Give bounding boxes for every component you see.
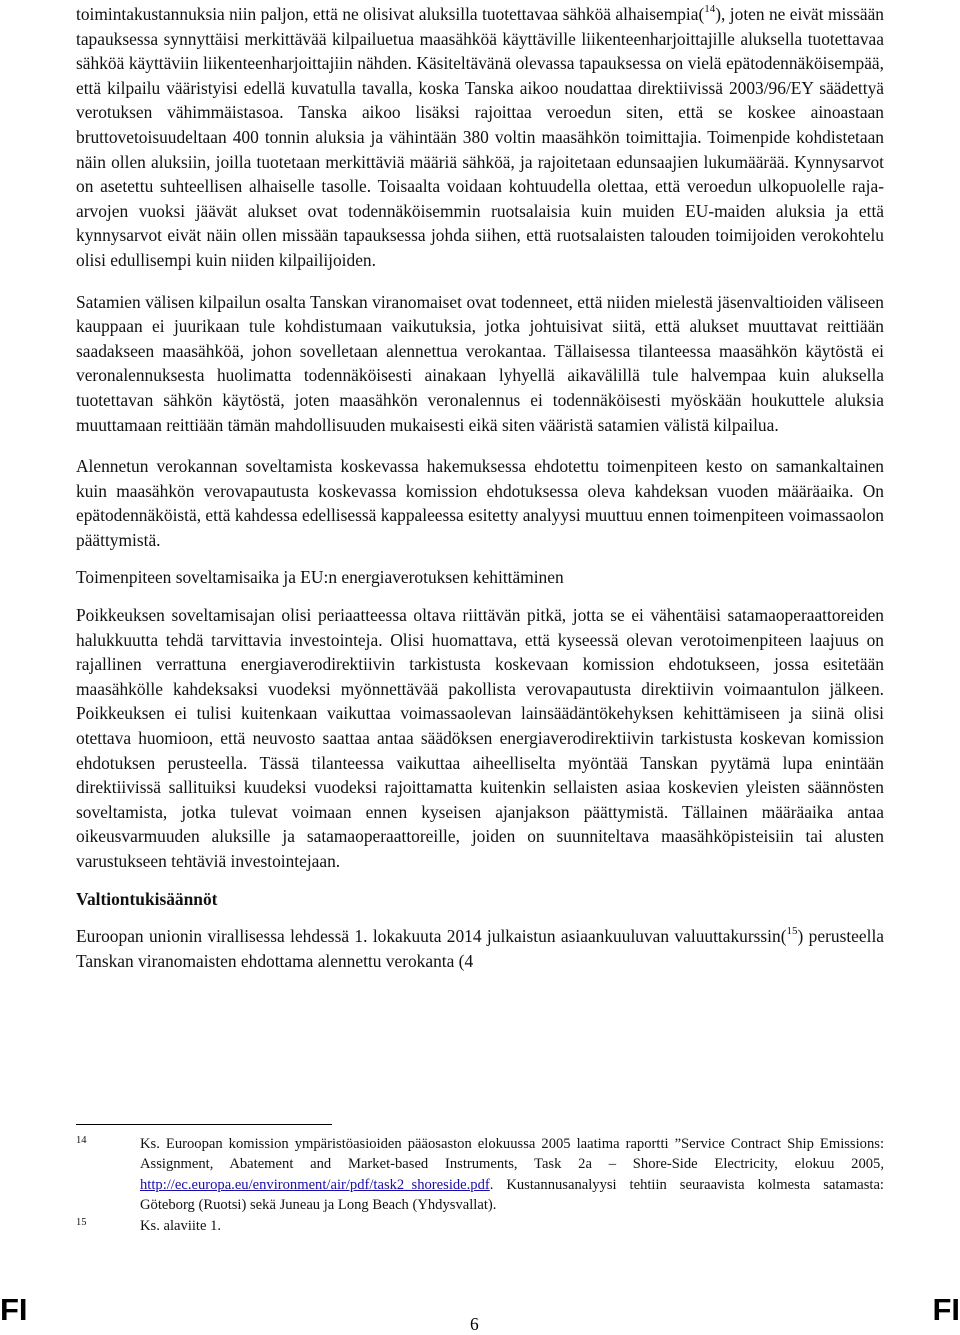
section-heading-application-period: Toimenpiteen soveltamisaika ja EU:n energiaverotuksen kehittäminen: [76, 567, 564, 588]
paragraph-text: Euroopan unionin virallisessa lehdessä 1. lokakuuta 2014 julkaistun asiaankuuluvan valuuttakurssin(: [76, 926, 787, 947]
language-code-right: FI: [932, 1292, 960, 1327]
paragraph-4: Poikkeuksen soveltamisajan olisi periaatteessa oltava riittävän pitkä, jotta se ei vähentäisi satamaoperaattoreiden halukkuutta tehdä tarvittavia investointeja. Olisi huomattava, että kyseessä olevan verotoimenpiteen laajuus on rajallinen verrattuna energiaverodirektiivin tarkistusta koskevaan komission ehdotukseen, jossa esitetään maasähkölle kahdeksaksi vuodeksi myönnettävää pakollista verovapautusta direktiivin voimaantulon jälkeen. Poikkeuksen ei tulisi kuitenkaan vaikuttaa voimassaolevan lainsäädäntökehyksen kehittämiseen ja siinä olisi otettava huomioon, että neuvosto saattaa antaa säädöksen energiaverodirektiivin tarkistusta koskevan komission ehdotuksen perusteella. Tässä tilanteessa vaikuttaa aiheelliselta myöntää Tanskan pyytämä lupa enintään direktiivissä sallituiksi kuudeksi vuodeksi rajoittamatta kuitenkin sellaisten asiaa koskevien yleisten säännösten soveltamista, jotka tulevat voimaan ennen kyseisen ajanjakson päättymistä. Tällainen määräaika antaa oikeusvarmuuden aluksille ja satamaoperaattoreille, joiden on suunniteltava maasähköpisteisiin tai alusten varustukseen tehtäviä investointejaan.: [76, 605, 884, 871]
footnote-text: [140, 1134, 884, 1216]
paragraph-text: ), joten ne eivät missään tapauksessa synnyttäisi merkittävää kilpailuetua maasähköä käyttäville liikenteenharjoittajille aluksella tuotettavaa sähköä käyttäviin liikenteenharjoittajiin nähden. Käsiteltävänä olevassa tapauksessa on vielä epätodennäköisempää, että kilpailu vääristyisi edellä kuvatulla tavalla, koska Tanska aikoo noudattaa direktiivissä 2003/96/EY säädettyä verotuksen vähimmäistasoa. Tanska aikoo lisäksi rajoittaa veroedun siten, että se koskee ainoastaan bruttovetoisuudeltaan 400 tonnin aluksia ja vähintään 380 voltin maasähkön toimittajia. Toimenpide kohdistetaan näin ollen aluksiin, joilla tuotetaan merkittäviä määriä sähköä, ja rajoitetaan edunsaajien lukumäärää. Kynnysarvot on asetettu suhteellisen alhaiselle tasolle. Toisaalta voidaan kohtuudella olettaa, että veroedun ulkopuolelle raja-arvojen vuoksi jäävät alukset ovat todennäköisemmin ruotsalaisia kuin muiden EU-maiden aluksia ja että kynnysarvot eivät näin ollen missään tapauksessa johda siihen, että ruotsalaisten talouden toimijoiden verokohtelu olisi edullisempi kuin niiden kilpailijoiden.: [76, 4, 884, 270]
footnote-ref-15[interactable]: 15: [786, 925, 798, 938]
paragraph-3: Alennetun verokannan soveltamista koskevassa hakemuksessa ehdotettu toimenpiteen kesto on samankaltainen kuin maasähkön verovapautusta koskevassa komission ehdotuksessa oleva kahdeksan vuoden määräaika. On epätodennäköistä, että kahdessa edellisessä kappaleessa esitetty analyysi muuttuu ennen toimenpiteen voimassaolon päättymistä.: [76, 456, 884, 550]
footnote-number: 15: [76, 1216, 87, 1228]
footnote-divider: [76, 1124, 332, 1125]
paragraph-2: Satamien välisen kilpailun osalta Tanskan viranomaiset ovat todenneet, että niiden mielestä jäsenvaltioiden väliseen kauppaan ei juurikaan tule kohdistumaan vaikutuksia, jotka johtuisivat siitä, että alukset muuttavat reittiään saadakseen maasähköä, johon sovelletaan alennettua verokantaa. Tällaisessa tilanteessa maasähkön käytöstä ei veronalennuksesta huolimatta todennäköisesti ainakaan lyhyellä aikavälillä tule halvempaa kuin aluksella tuotettavan sähkön käytöstä, joten maasähkön veronalennus ei todennäköisesti myöskään houkuttele aluksia muuttamaan reittiään tämän mahdollisuuden mukaisesti eikä siten vääristä satamien välistä kilpailua.: [76, 291, 884, 435]
page-number: 6: [470, 1314, 479, 1334]
body-text: [76, 2, 884, 990]
footnote-ref-14[interactable]: 14: [704, 3, 716, 16]
footnote-text-part: . Kustannusanalyysi tehtiin seuraavista kolmesta satamasta: Göteborg (Ruotsi) sekä Juneau ja Long Beach (Yhdysvallat).: [140, 1176, 884, 1214]
footnote-text: Ks. alaviite 1.: [140, 1217, 222, 1234]
language-code-left: FI: [0, 1292, 28, 1327]
footnote-text-part: Ks. Euroopan komission ympäristöasioiden pääosaston elokuussa 2005 laatima raportti ”Service Contract Ship Emissions: Assignment, Abatement and Market-based Instruments, Task 2a – Shore-Side Electricity, elokuu 2005,: [140, 1136, 884, 1173]
paragraph-5: [76, 924, 884, 973]
paragraph-text: toimintakustannuksia niin paljon, että ne olisivat aluksilla tuotettavaa sähköä alhaisempia(: [76, 4, 705, 24]
footnote-link[interactable]: http://ec.europa.eu/environment/air/pdf/task2_shoreside.pdf: [140, 1176, 490, 1193]
footnotes: [76, 1124, 884, 1236]
footnote-15: [76, 1216, 884, 1236]
section-heading-state-aid: Valtiontukisäännöt: [76, 888, 218, 909]
paragraph-1: [76, 2, 884, 273]
paragraph-text: ) perusteella Tanskan viranomaisten ehdottama alennettu verokanta (4: [76, 926, 884, 971]
footnote-number: 14: [76, 1135, 87, 1146]
footnote-14: [76, 1134, 884, 1216]
